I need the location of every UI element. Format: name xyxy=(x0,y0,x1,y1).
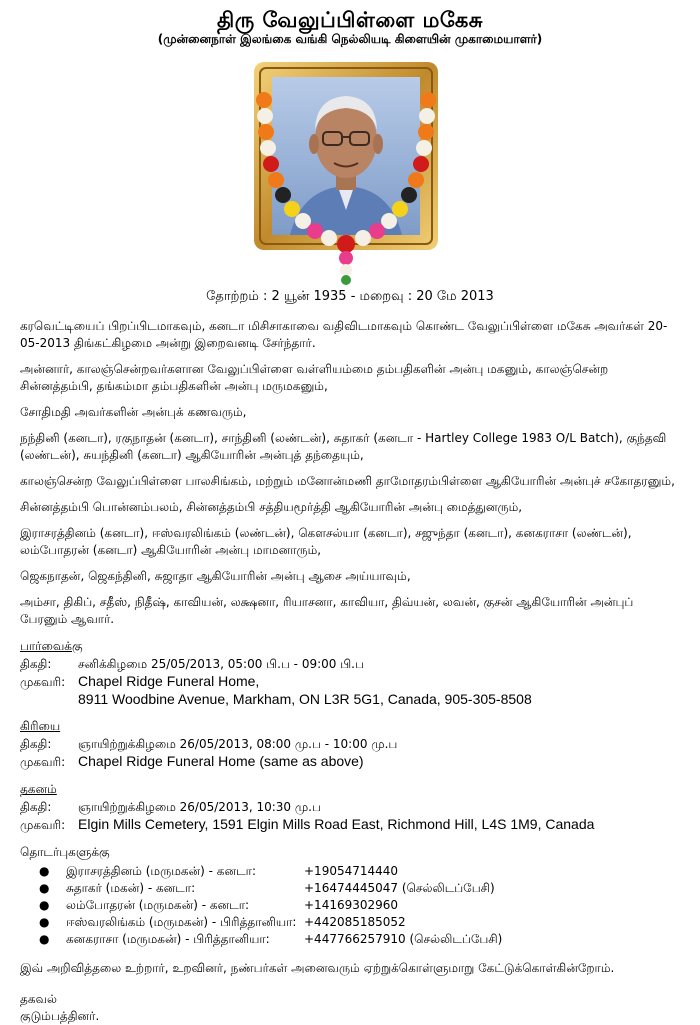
viewing-date-row xyxy=(20,656,684,673)
contact-item xyxy=(20,897,684,914)
closing-note: இவ் அறிவித்தலை உற்றார், உறவினர், நண்பர்கள் அனைவரும் ஏற்றுக்கொள்ளுமாறு கேட்டுக்கொள்கின்றோம். xyxy=(20,961,615,975)
bullet-icon: ● xyxy=(39,864,50,878)
contact-number[interactable]: +442085185052 xyxy=(304,915,406,929)
signoff-label: தகவல் xyxy=(20,992,57,1006)
contact-number[interactable]: +19054714440 xyxy=(304,864,399,878)
viewing-address-line1: Chapel Ridge Funeral Home, xyxy=(78,673,260,689)
contact-number[interactable]: +447766257910 (செல்லிடப்பேசி) xyxy=(304,932,503,946)
bullet-icon: ● xyxy=(39,881,50,895)
paragraph: சின்னத்தம்பி பொன்னம்பலம், சின்னத்தம்பி சத்தியமூர்த்தி ஆகியோரின் அன்பு மைத்துனரும், xyxy=(20,500,523,514)
contact-name: சுதாகர் (மகன்) - கனடா: xyxy=(66,881,196,895)
paragraph: நந்தினி (கனடா), ரகுநாதன் (கனடா), சாந்தினி (லண்டன்), சுதாகர் (கனடா - Hartley College 1983 O/L Batch), குந்தவி (லண்டன்), சுயந்தினி (கனடா) ஆகியோரின் அன்புத் தந்தையும், xyxy=(20,431,667,462)
date-label: திகதி: xyxy=(20,800,52,814)
viewing-address-row xyxy=(20,673,684,691)
contact-name: கனகராசா (மருமகன்) - பிரித்தானியா: xyxy=(66,932,270,946)
address-label: முகவரி: xyxy=(20,755,66,769)
cremation-date-row xyxy=(20,799,684,816)
cremation-address-row xyxy=(20,816,684,834)
bullet-icon: ● xyxy=(39,915,50,929)
paragraph: ஜெகநாதன், ஜெகந்தினி, சுஜாதா ஆகியோரின் அன்பு ஆசை அய்யாவும், xyxy=(20,569,411,583)
contact-item xyxy=(20,914,684,931)
address-label: முகவரி: xyxy=(20,675,66,689)
rites-date-row xyxy=(20,736,684,753)
rites-date: ஞாயிற்றுக்கிழமை 26/05/2013, 08:00 மு.ப - 10:00 மு.ப xyxy=(78,737,398,751)
contact-name: லம்போதரன் (மருமகன்) - கனடா: xyxy=(66,898,250,912)
paragraph: காலஞ்சென்ற வேலுப்பிள்ளை பாலசிங்கம், மற்றும் மனோன்மணி தாமோதரம்பிள்ளை ஆகியோரின் அன்புச் சகோதரனும், xyxy=(20,474,675,488)
paragraph: கரவெட்டியைப் பிறப்பிடமாகவும், கனடா மிசிசாகாவை வதிவிடமாகவும் கொண்ட வேலுப்பிள்ளை மகேசு அவர்கள் 20-05-2013 திங்கட்கிழமை அன்று இறைவனடி சேர்ந்தார். xyxy=(20,319,668,350)
viewing-date: சனிக்கிழமை 25/05/2013, 05:00 பி.ப - 09:00 பி.ப xyxy=(78,657,364,671)
signoff-name: குடும்பத்தினர். xyxy=(20,1009,100,1023)
viewing-heading: பார்வைக்கு xyxy=(20,639,83,653)
cremation-date: ஞாயிற்றுக்கிழமை 26/05/2013, 10:30 மு.ப xyxy=(78,800,321,814)
contact-item xyxy=(20,863,684,880)
cremation-heading: தகனம் xyxy=(20,782,57,796)
contact-name: ஈஸ்வரலிங்கம் (மருமகன்) - பிரித்தானியா: xyxy=(66,915,297,929)
contact-number[interactable]: +14169302960 xyxy=(304,898,399,912)
bullet-icon: ● xyxy=(39,898,50,912)
rites-heading: கிரியை xyxy=(20,719,61,733)
date-label: திகதி: xyxy=(20,657,52,671)
contact-item xyxy=(20,931,684,948)
viewing-address-line2: 8911 Woodbine Avenue, Markham, ON L3R 5G1, Canada, 905-305-8508 xyxy=(78,691,532,707)
cremation-address: Elgin Mills Cemetery, 1591 Elgin Mills Road East, Richmond Hill, L4S 1M9, Canada xyxy=(78,816,595,832)
contact-item xyxy=(20,880,684,897)
paragraph: சோதிமதி அவர்களின் அன்புக் கணவரும், xyxy=(20,405,247,419)
rites-address: Chapel Ridge Funeral Home (same as above) xyxy=(78,753,364,769)
contact-name: இராசரத்தினம் (மருமகன்) - கனடா: xyxy=(66,864,256,878)
contact-number[interactable]: +16474445047 (செல்லிடப்பேசி) xyxy=(304,881,495,895)
viewing-address-row-2 xyxy=(20,691,684,708)
paragraph: அம்சா, திகிப், சதீஸ், நிதீஷ், காவியன், லக்ஷனா, ரியாசனா, காவியா, திவ்யன், லவன், குசன் ஆகியோரின் அன்புப் பேரனும் ஆவார். xyxy=(20,595,634,626)
portrait-photo xyxy=(252,60,440,288)
address-label: முகவரி: xyxy=(20,818,66,832)
paragraph: இராசரத்தினம் (கனடா), ஈஸ்வரலிங்கம் (லண்டன்), கௌசல்யா (கனடா), சஜுந்தா (கனடா), கனகராசா (லண்டன்), லம்போதரன் (கனடா) ஆகியோரின் அன்பு மாமனாரும், xyxy=(20,526,632,557)
contacts-heading: தொடர்புகளுக்கு xyxy=(20,845,110,859)
obituary-body xyxy=(20,318,684,1025)
contacts-list xyxy=(20,863,684,948)
paragraph: அன்னார், காலஞ்சென்றவர்களான வேலுப்பிள்ளை வள்ளியம்மை தம்பதிகளின் அன்பு மகனும், காலஞ்சென்ற சின்னத்தம்பி, தங்கம்மா தம்பதிகளின் அன்பு மருமகனும், xyxy=(20,362,609,393)
birth-death-dates: தோற்றம் : 2 யூன் 1935 - மறைவு : 20 மே 2013 xyxy=(206,289,494,304)
page-subtitle: (முன்னைநாள் இலங்கை வங்கி நெல்லியடி கிளையின் முகாமையாளர்) xyxy=(157,32,543,46)
page-title: திரு வேலுப்பிள்ளை மகேசு xyxy=(217,8,483,32)
rites-address-row xyxy=(20,753,684,771)
date-label: திகதி: xyxy=(20,737,52,751)
bullet-icon: ● xyxy=(39,932,50,946)
